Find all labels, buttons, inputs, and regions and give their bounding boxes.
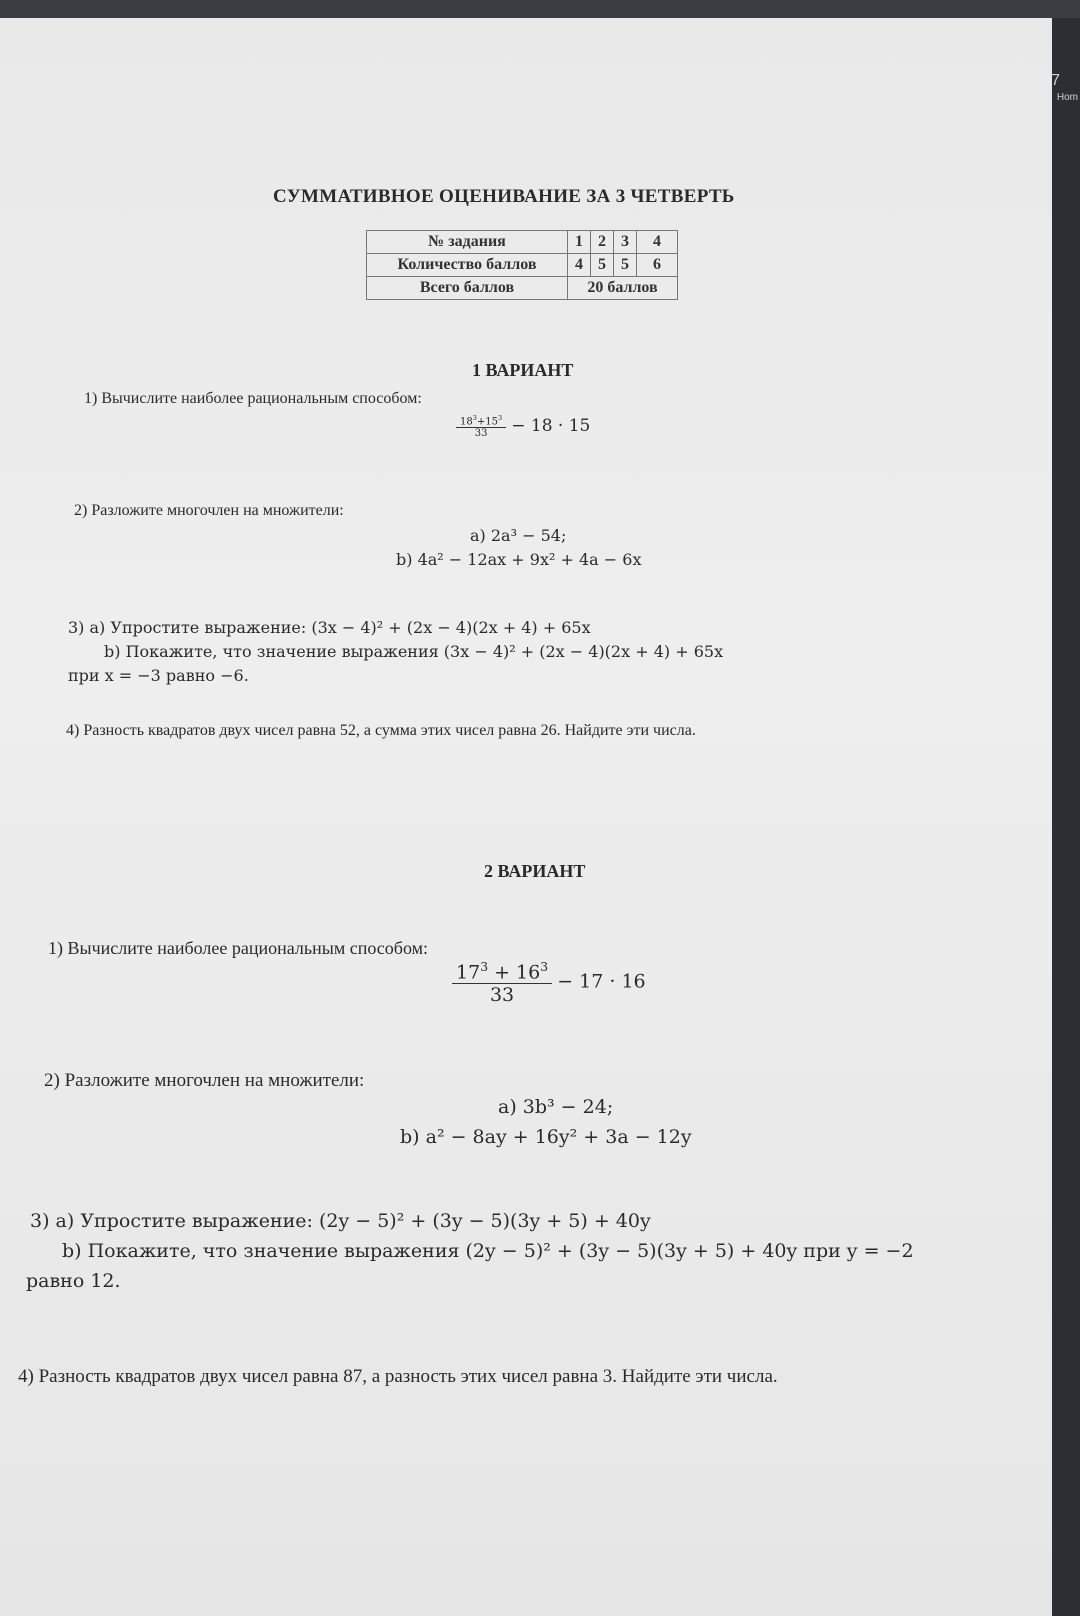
- v1-q2-a: а) 2a³ − 54;: [470, 526, 567, 545]
- table-row: [367, 277, 678, 300]
- table-cell: 4: [637, 231, 678, 254]
- document-title: СУММАТИВНОЕ ОЦЕНИВАНИЕ ЗА 3 ЧЕТВЕРТЬ: [273, 186, 735, 207]
- table-row: [367, 254, 678, 277]
- fraction: $\frac{18^3+15^3}{33}$: [456, 414, 506, 439]
- exam-sheet: [0, 18, 1052, 1616]
- table-cell: 2: [591, 231, 614, 254]
- table-cell: 20 баллов: [568, 277, 678, 300]
- table-cell: 5: [614, 254, 637, 277]
- v2-q1-text: 1) Вычислите наиболее рациональным способом:: [48, 938, 428, 958]
- corner-mark: 7: [1051, 72, 1060, 89]
- v2-q3-c: равно 12.: [26, 1270, 121, 1292]
- table-cell: Всего баллов: [367, 277, 568, 300]
- variant-2-heading: 2 ВАРИАНТ: [484, 861, 586, 881]
- v2-q3-a: 3) а) Упростите выражение: (2y − 5)² + (3y − 5)(3y + 5) + 40y: [30, 1210, 651, 1232]
- v2-q2-a: а) 3b³ − 24;: [498, 1096, 614, 1118]
- v2-q2-text: 2) Разложите многочлен на множители:: [44, 1070, 365, 1091]
- v1-q3-a: 3) а) Упростите выражение: (3x − 4)² + (2x − 4)(2x + 4) + 65x: [68, 618, 591, 637]
- table-cell: № задания: [367, 231, 568, 254]
- table-cell: 4: [568, 254, 591, 277]
- score-table: [366, 230, 678, 300]
- background-desk: [0, 0, 1080, 18]
- v1-q2-b: b) 4a² − 12ax + 9x² + 4a − 6x: [396, 550, 642, 569]
- fraction: $\frac{17^3 + 16^3}{33}$: [452, 960, 552, 1006]
- v2-q4: 4) Разность квадратов двух чисел равна 87, а разность этих чисел равна 3. Найдите эти числа.: [18, 1366, 778, 1387]
- v1-q1-expression: $\frac{18^3+15^3}{33}$ − 18 · 15: [456, 414, 590, 439]
- table-cell: 3: [614, 231, 637, 254]
- table-cell: 1: [568, 231, 591, 254]
- v1-q4: 4) Разность квадратов двух чисел равна 52, а сумма этих чисел равна 26. Найдите эти числа.: [66, 722, 696, 739]
- table-cell: 5: [591, 254, 614, 277]
- v2-q1-expression: $\frac{17^3 + 16^3}{33}$ − 17 · 16: [452, 960, 646, 1006]
- variant-1-heading: 1 ВАРИАНТ: [472, 360, 574, 380]
- table-cell: Количество баллов: [367, 254, 568, 277]
- v1-q3-b: b) Покажите, что значение выражения (3x − 4)² + (2x − 4)(2x + 4) + 65x: [104, 642, 724, 661]
- v2-q3-b: b) Покажите, что значение выражения (2y − 5)² + (3y − 5)(3y + 5) + 40y при y = −2: [62, 1240, 914, 1262]
- v1-q1-text: 1) Вычислите наиболее рациональным способом:: [84, 390, 422, 407]
- v2-q2-b: b) a² − 8ay + 16y² + 3a − 12y: [400, 1126, 692, 1148]
- corner-note: Hom: [1056, 92, 1078, 103]
- table-cell: 6: [637, 254, 678, 277]
- table-row: [367, 231, 678, 254]
- v1-q2-text: 2) Разложите многочлен на множители:: [74, 502, 344, 519]
- v1-q3-c: при x = −3 равно −6.: [68, 666, 249, 685]
